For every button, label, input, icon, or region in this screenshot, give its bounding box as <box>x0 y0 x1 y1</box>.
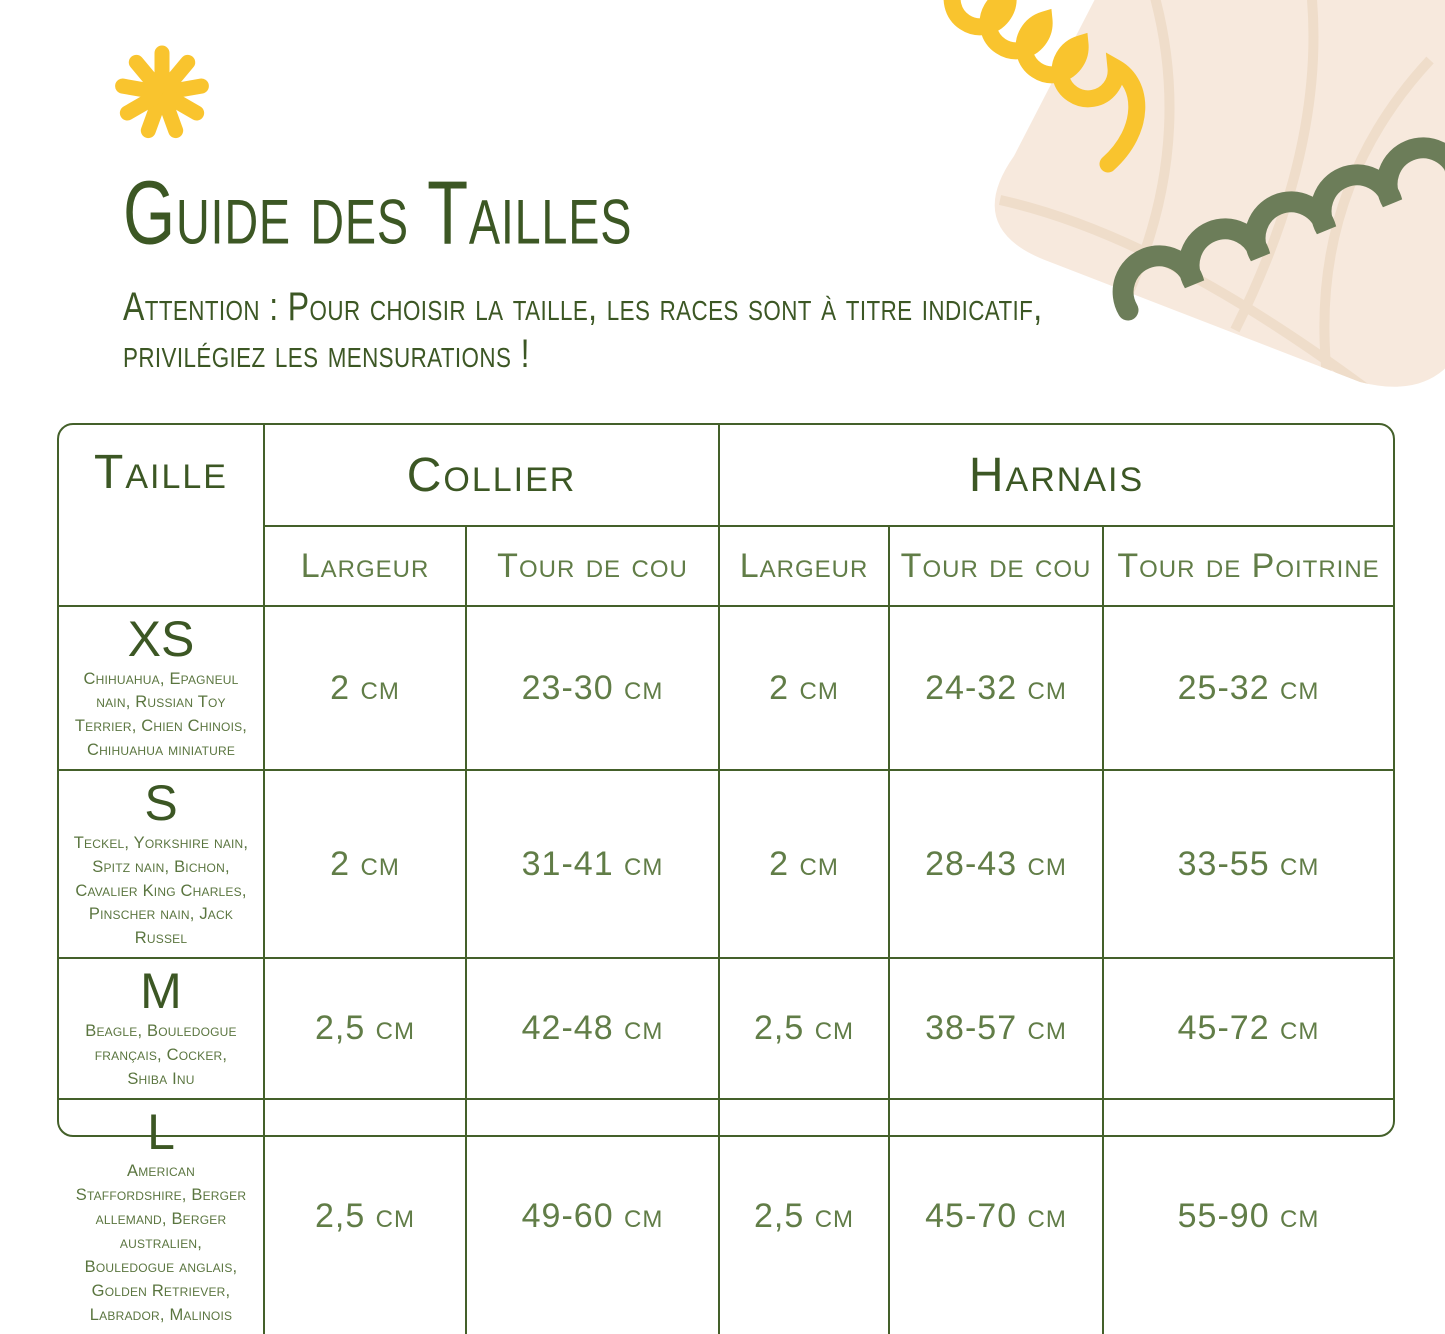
cell-harnais-tour-de-cou: 38-57 cm <box>890 959 1104 1099</box>
size-label: XS <box>127 611 195 667</box>
page-title: Guide des Tailles <box>123 162 633 264</box>
warning-line-2: privilégiez les mensurations ! <box>123 332 530 377</box>
header <box>123 162 1272 378</box>
breeds-list: Teckel, Yorkshire nain, Spitz nain, Bichon, Cavalier King Charles, Pinscher nain, Jack Russel <box>73 833 249 948</box>
size-cell-s <box>59 771 265 959</box>
size-cell-xs <box>59 607 265 771</box>
breeds-list: Chihuahua, Epagneul nain, Russian Toy Terrier, Chien Chinois, Chihuahua miniature <box>74 669 248 760</box>
cell-harnais-tour-de-cou: 28-43 cm <box>890 771 1104 959</box>
subheader-harnais-largeur: Largeur <box>720 527 890 607</box>
header-harnais: Harnais <box>720 425 1393 527</box>
subheader-harnais-tour-de-poitrine: Tour de Poitrine <box>1104 527 1393 607</box>
table-row-xs <box>59 607 1393 771</box>
size-guide-table <box>57 423 1395 1324</box>
subheader-collier-largeur: Largeur <box>265 527 467 607</box>
size-label: M <box>140 963 182 1020</box>
cell-harnais-tour-de-poitrine: 55-90 cm <box>1177 1197 1320 1236</box>
asterisk-icon <box>123 53 202 131</box>
warning-line-1: Attention : Pour choisir la taille, les races sont à titre indicatif, <box>123 285 1043 329</box>
header-collier: Collier <box>265 425 720 527</box>
cell-harnais-largeur: 2 cm <box>720 607 890 771</box>
cell-collier-largeur: 2,5 cm <box>265 1100 467 1334</box>
cell-harnais-tour-de-poitrine: 25-32 cm <box>1104 607 1393 771</box>
subheader-collier-tour-de-cou: Tour de cou <box>467 527 720 607</box>
cell-collier-tour-de-cou: 42-48 cm <box>467 959 720 1099</box>
size-cell-m <box>59 959 265 1099</box>
cell-harnais-tour-de-poitrine: 33-55 cm <box>1104 771 1393 959</box>
cell-harnais-tour-de-cou: 45-70 cm <box>890 1100 1104 1334</box>
size-label: L <box>147 1103 175 1160</box>
cell-harnais-largeur: 2,5 cm <box>720 959 890 1099</box>
cell-collier-tour-de-cou: 31-41 cm <box>467 771 720 959</box>
subheader-harnais-tour-de-cou: Tour de cou <box>890 527 1104 607</box>
size-cell-l <box>59 1100 265 1334</box>
cell-collier-largeur: 2,5 cm <box>265 959 467 1099</box>
cell-collier-largeur: 2 cm <box>265 771 467 959</box>
cell-harnais-largeur: 2 cm <box>720 771 890 959</box>
size-label: S <box>144 775 178 832</box>
warning-text <box>123 284 1043 378</box>
cell-collier-tour-de-cou: 23-30 cm <box>467 607 720 771</box>
table-row-l <box>59 1100 1393 1334</box>
table-row-m <box>59 959 1393 1099</box>
cell-collier-largeur: 2 cm <box>265 607 467 771</box>
breeds-list: Beagle, Bouledogue français, Cocker, Shiba Inu <box>85 1021 237 1088</box>
header-taille: Taille <box>59 425 265 607</box>
cell-harnais-tour-de-cou: 24-32 cm <box>890 607 1104 771</box>
cell-collier-tour-de-cou: 49-60 cm <box>467 1100 720 1334</box>
breeds-list: American Staffordshire, Berger allemand, Berger australien, Bouledogue anglais, Golden Retriever, Labrador, Malinois <box>75 1162 247 1324</box>
cell-harnais-tour-de-poitrine: 45-72 cm <box>1104 959 1393 1099</box>
cell-harnais-largeur: 2,5 cm <box>720 1100 890 1334</box>
table-row-s <box>59 771 1393 959</box>
